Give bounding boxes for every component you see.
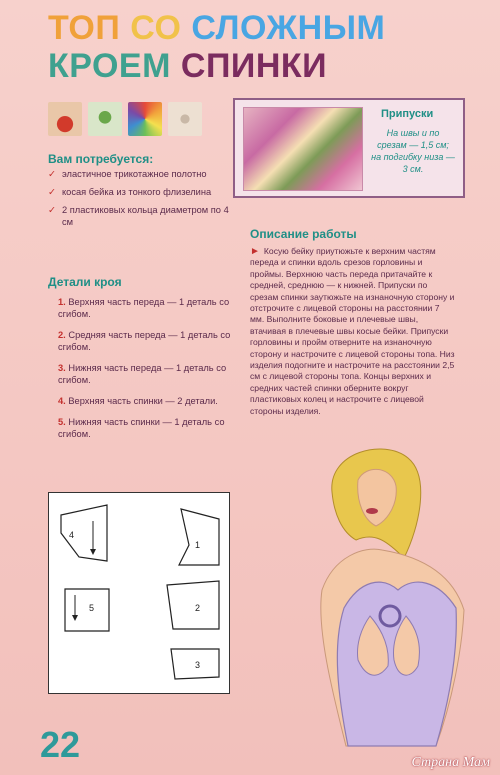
part-number: 2.	[58, 330, 66, 340]
fabric-photo	[243, 107, 363, 191]
part-number: 3.	[58, 363, 66, 373]
title-word: СЛОЖНЫМ	[191, 9, 386, 47]
check-bullet-icon: ✓	[48, 205, 56, 215]
illustration-drawing	[286, 440, 486, 750]
part-number: 5.	[58, 417, 66, 427]
pattern-parts-heading: Детали кроя	[48, 275, 122, 289]
part-text: Средняя часть переда — 1 деталь со сгибом.	[58, 330, 231, 352]
list-item	[58, 416, 238, 440]
check-bullet-icon: ✓	[48, 169, 56, 179]
list-item	[58, 395, 238, 407]
pattern-diagram	[48, 492, 230, 694]
material-text: 2 пластиковых кольца диаметром по 4 см	[62, 205, 229, 227]
part-label: 4	[69, 530, 75, 540]
title-word: СПИНКИ	[180, 47, 328, 85]
title-word: СО	[130, 9, 182, 47]
pattern-piece	[61, 505, 107, 561]
part-text: Верхняя часть спинки — 2 детали.	[68, 396, 218, 406]
part-number: 1.	[58, 297, 66, 307]
page-title	[48, 8, 468, 86]
thumbnail-image	[88, 102, 122, 136]
title-word: ТОП	[48, 9, 121, 47]
part-label: 2	[195, 603, 201, 613]
thumbnail-image	[168, 102, 202, 136]
list-item	[48, 186, 238, 198]
check-bullet-icon: ✓	[48, 187, 56, 197]
list-item	[48, 204, 238, 228]
pattern-piece	[167, 581, 219, 629]
part-label: 5	[89, 603, 95, 613]
page-number: 22	[40, 724, 81, 765]
part-number: 4.	[58, 396, 66, 406]
arrow-bullet-icon: ►	[250, 246, 260, 257]
part-label: 3	[195, 660, 201, 670]
work-heading: Описание работы	[250, 227, 357, 241]
part-text: Нижняя часть спинки — 1 деталь со сгибом.	[58, 417, 225, 439]
part-label: 1	[195, 540, 201, 550]
work-description	[250, 246, 455, 417]
pattern-piece	[65, 589, 109, 631]
watermark: Страна Мам	[411, 755, 490, 770]
allowances-box	[233, 98, 465, 198]
materials-list	[48, 168, 238, 234]
pattern-drawing	[49, 493, 229, 693]
allowances-text: На швы и по срезам — 1,5 см; на подгибку низа — 3 см.	[371, 128, 455, 174]
list-item	[58, 296, 238, 320]
allowances-label: Припуски	[381, 108, 434, 120]
thumbnail-image	[48, 102, 82, 136]
list-item	[58, 362, 238, 386]
materials-thumbnails	[48, 102, 202, 136]
pattern-piece	[179, 509, 219, 565]
thumbnail-image	[128, 102, 162, 136]
title-word: КРОЕМ	[48, 47, 171, 85]
fashion-illustration	[286, 440, 486, 750]
part-text: Нижняя часть переда — 1 деталь со сгибом.	[58, 363, 227, 385]
part-text: Верхняя часть переда — 1 деталь со сгибом.	[58, 297, 230, 319]
pattern-parts-list	[58, 296, 238, 449]
material-text: косая бейка из тонкого флизелина	[62, 187, 212, 197]
work-text: Косую бейку приутюжьте к верхним частям переда и спинки вдоль срезов горловины и проймы. Верхнюю часть переда притачайте к средней, среднюю — к нижней. Припуски по срезам спинки заутюжьте на изнаночную сторону и отстрочите с лицевой стороны на расстоянии 7 мм. Выполните боковые и плечевые швы, втачивая в плечевые швы косые бейки. Припуски горловины и пройм отверните на изнаночную сторону и настрочите с лицевой стороны топа. Низ изделия подогните и настрочите на расстоянии 2,5 см с лицевой стороны топа. Концы верхних и средних частей спинки оберните вокруг пластиковых колец и настрочите с лицевой стороны изделия.	[250, 246, 455, 416]
list-item	[58, 329, 238, 353]
material-text: эластичное трикотажное полотно	[62, 169, 207, 179]
materials-heading: Вам потребуется:	[48, 152, 154, 166]
list-item	[48, 168, 238, 180]
